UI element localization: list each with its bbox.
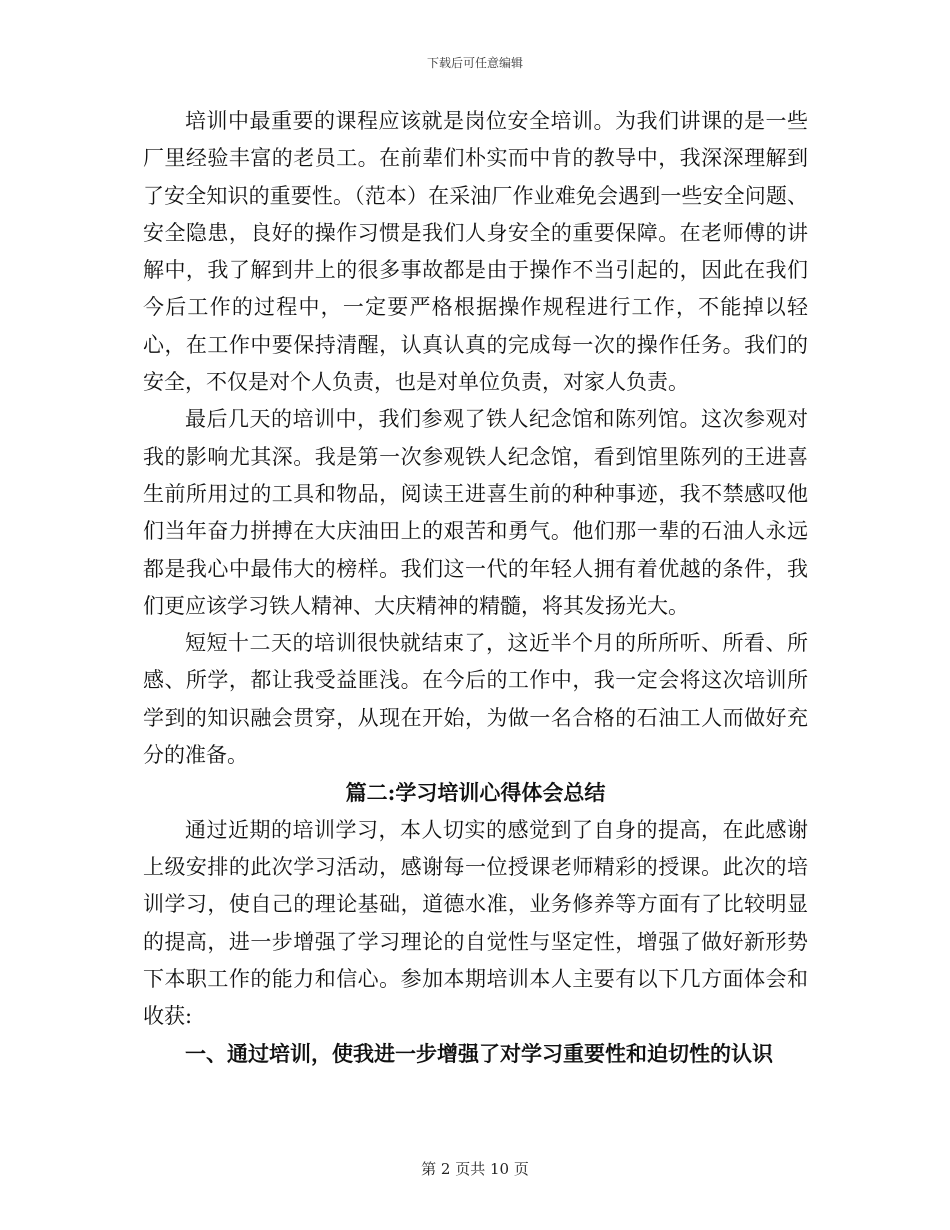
document-body — [143, 103, 808, 1073]
body-paragraph: 最后几天的培训中，我们参观了铁人纪念馆和陈列馆。这次参观对我的影响尤其深。我是第一次参观铁人纪念馆，看到馆里陈列的王进喜生前所用过的工具和物品，阅读王进喜生前的种种事迹，我不禁感叹他们当年奋力拼搏在大庆油田上的艰苦和勇气。他们那一辈的石油人永远都是我心中最伟大的榜样。我们这一代的年轻人拥有着优越的条件，我们更应该学习铁人精神、大庆精神的精髓，将其发扬光大。 — [143, 407, 808, 618]
page-header: 下载后可任意编辑 — [426, 56, 523, 70]
page-number: 第 2 页共 10 页 — [421, 1160, 529, 1178]
section-paragraph: 通过近期的培训学习，本人切实的感觉到了自身的提高，在此感谢上级安排的此次学习活动，感谢每一位授课老师精彩的授课。此次的培训学习，使自己的理论基础，道德水准，业务修养等方面有了比较明显的提高，进一步增强了学习理论的自觉性与坚定性，增强了做好新形势下本职工作的能力和信心。参加本期培训本人主要有以下几方面体会和收获: — [143, 817, 808, 1029]
section-title: 篇二:学习培训心得体会总结 — [345, 780, 606, 806]
body-paragraph: 短短十二天的培训很快就结束了，这近半个月的所所听、所看、所感、所学，都让我受益匪浅。在今后的工作中，我一定会将这次培训所学到的知识融会贯穿，从现在开始，为做一名合格的石油工人而做好充分的准备。 — [143, 631, 808, 768]
section-subheading: 一、通过培训，使我进一步增强了对学习重要性和迫切性的认识 — [185, 1041, 773, 1067]
body-paragraph: 培训中最重要的课程应该就是岗位安全培训。为我们讲课的是一些厂里经验丰富的老员工。在前辈们朴实而中肯的教导中，我深深理解到了安全知识的重要性。（范本）在采油厂作业难免会遇到一些安全问题、安全隐患，良好的操作习惯是我们人身安全的重要保障。在老师傅的讲解中，我了解到井上的很多事故都是由于操作不当引起的，因此在我们今后工作的过程中，一定要严格根据操作规程进行工作，不能掉以轻心，在工作中要保持清醒，认真认真的完成每一次的操作任务。我们的安全，不仅是对个人负责，也是对单位负责，对家人负责。 — [143, 109, 808, 395]
